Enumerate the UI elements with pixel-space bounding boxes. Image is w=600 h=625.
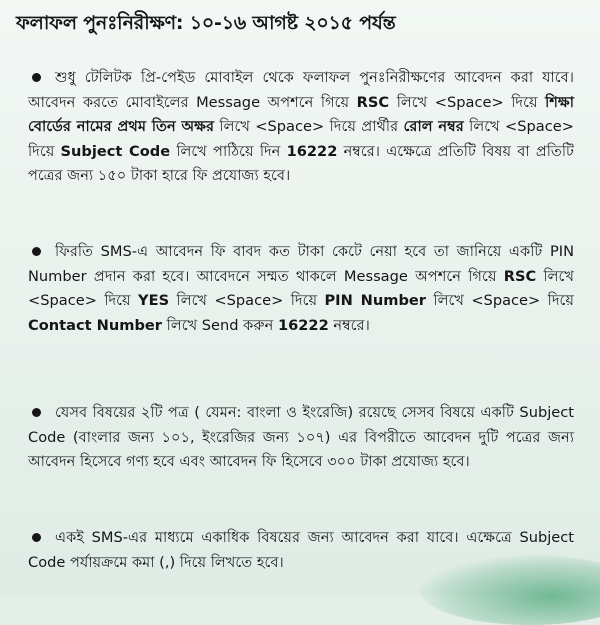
paragraph-text: লিখে পাঠিয়ে দিন <box>170 142 287 160</box>
keyword-contact-number: Contact Number <box>28 316 163 334</box>
paragraph-text: যেসব বিষয়ের ২টি পত্র ( যেমন: বাংলা ও ইংরেজি) রয়েছে সেসব বিষয়ে একটি Subject Code (বাংলার জন্য ১০১, ইংরেজির জন্য ১০৭) এর বিপরীতে আবেদন দুটি পত্রের জন্য আবেদন হিসেবে গণ্য হবে এবং আবেদন ফি হিসেবে ৩০০ টাকা প্রযোজ্য হবে। <box>28 404 574 470</box>
keyword-rsc: RSC <box>503 267 537 285</box>
bullet-icon <box>32 73 41 82</box>
paragraph-text: শুধু টেলিটক প্রি-পেইড মোবাইল থেকে ফলাফল পুনঃনিরীক্ষণের আবেদন করা যাবে। আবেদন করতে মোবাইলের Message অপশনে গিয়ে <box>28 69 574 111</box>
paragraph-text: লিখে <Space> দিয়ে <box>28 118 574 160</box>
paragraph-text: নম্বরে। এক্ষেত্রে প্রতিটি বিষয় বা প্রতিটি পত্রের জন্য ১৫০ টাকা হারে ফি প্রযোজ্য হবে। <box>28 142 574 184</box>
bullet-icon <box>32 533 41 542</box>
keyword-yes: YES <box>138 292 170 309</box>
keyword-pin-number: PIN Number <box>324 292 427 309</box>
paragraph-text: ফিরতি SMS-এ আবেদন ফি বাবদ কত টাকা কেটে নেয়া হবে তা জানিয়ে একটি PIN Number প্রদান করা হবে। আবেদনে সম্মত থাকলে Message অপশনে গিয়ে <box>28 243 574 285</box>
paragraph-text: লিখে <Space> দিয়ে প্রার্থীর <box>214 118 404 135</box>
paragraph-text: লিখে <Space> দিয়ে <box>28 267 575 309</box>
keyword-rsc: RSC <box>356 93 390 111</box>
paragraph-text: লিখে <Space> দিয়ে <box>426 292 574 309</box>
bullet-icon <box>32 408 41 417</box>
instruction-paragraph-1 <box>28 66 574 189</box>
paragraph-text: লিখে <Space> দিয়ে <box>389 93 546 111</box>
paragraph-text: একই SMS-এর মাধ্যমে একাধিক বিষয়ের জন্য আবেদন করা যাবে। এক্ষেত্রে Subject Code পর্যায়ক্রমে কমা (,) দিয়ে লিখতে হবে। <box>28 529 574 571</box>
notice-title: ফলাফল পুনঃনিরীক্ষণ: ১০-১৬ আগষ্ট ২০১৫ পর্যন্ত <box>16 12 396 34</box>
bullet-icon <box>32 247 41 256</box>
instruction-paragraph-4 <box>28 526 574 575</box>
sms-number: 16222 <box>277 316 329 334</box>
keyword-roll-number: রোল নম্বর <box>403 118 464 135</box>
instruction-paragraph-2 <box>28 240 574 338</box>
sms-number: 16222 <box>286 142 338 160</box>
paragraph-text: নম্বরে। <box>328 316 370 334</box>
paragraph-text: লিখে Send করুন <box>162 316 278 334</box>
instruction-paragraph-3 <box>28 401 574 475</box>
paragraph-text: লিখে <Space> দিয়ে <box>169 292 325 309</box>
keyword-subject-code: Subject Code <box>60 142 171 160</box>
keyword-board-initials: শিক্ষা বোর্ডের নামের প্রথম তিন অক্ষর <box>28 93 574 135</box>
